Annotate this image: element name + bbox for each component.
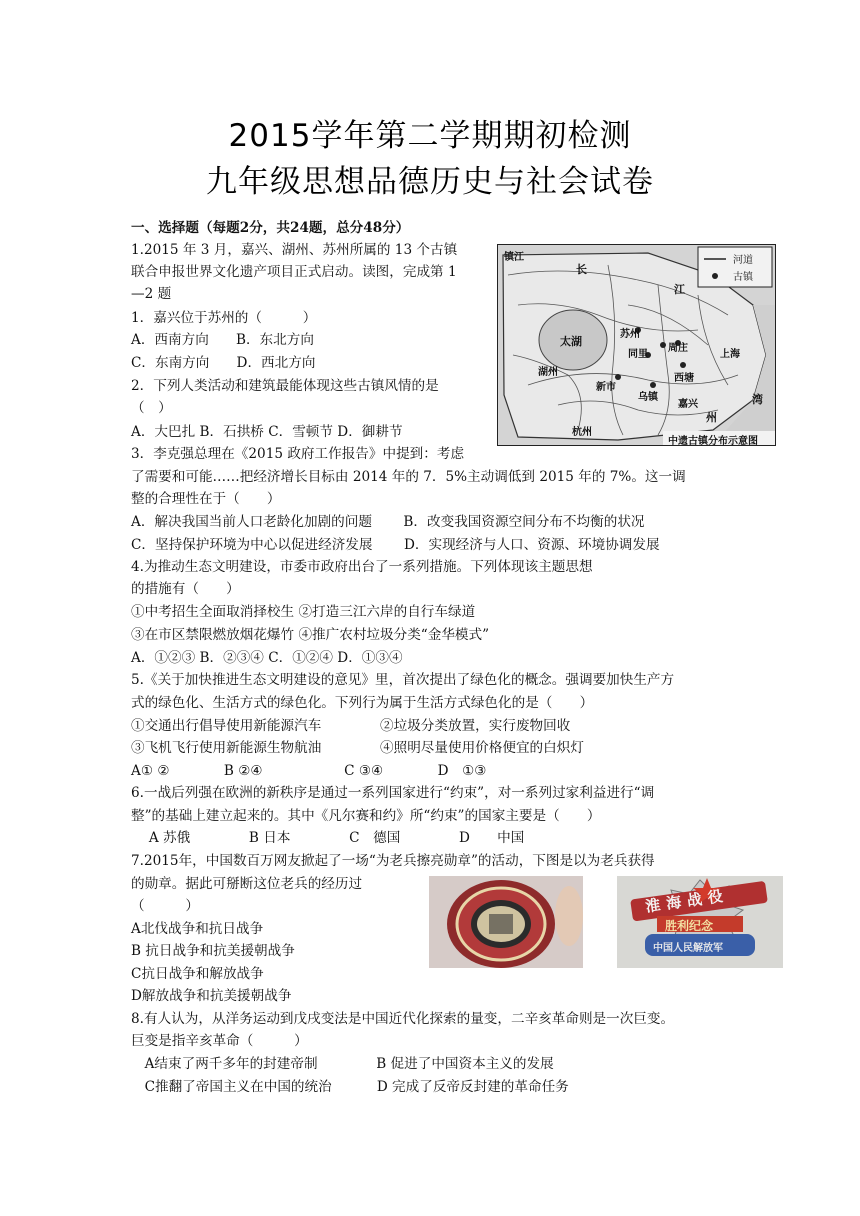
text-line: 2．下列人类活动和建筑最能体现这些古镇风情的是: [131, 378, 439, 394]
text-line: —2 题: [131, 286, 172, 302]
text-line: 的措施有（ ）: [131, 581, 240, 597]
map-label: 西塘: [674, 373, 694, 384]
exam-title: 2015学年第二学期期初检测: [228, 118, 632, 154]
map-label: 周庄: [668, 343, 688, 354]
map-label: 州: [706, 411, 717, 424]
medal-photo-1: [429, 876, 583, 968]
text-line: 1.2015 年 3 月，嘉兴、湖州、苏州所属的 13 个古镇: [131, 242, 458, 258]
town-legend-icon: [712, 273, 718, 279]
map-label: 上海: [720, 349, 740, 360]
map-label: 镇江: [504, 252, 524, 263]
ancient-towns-map: [497, 244, 776, 446]
text-line: A北伐战争和抗日战争: [131, 921, 264, 937]
text-line: 8.有人认为，从洋务运动到戊戌变法是中国近代化探索的量变，二辛亥革命则是一次巨变。: [131, 1011, 675, 1027]
medal-bottom-text: 中国人民解放军: [653, 943, 723, 954]
exam-subtitle: 九年级思想品德历史与社会试卷: [206, 164, 654, 200]
text-line: A．大巴扎 B．石拱桥 C．雪顿节 D．御耕节: [131, 424, 403, 440]
text-line: D解放战争和抗美援朝战争: [131, 988, 292, 1004]
medal-banner-text: 淮海战役: [644, 886, 730, 916]
map-label: 太湖: [560, 335, 582, 348]
text-line: 6.一战后列强在欧洲的新秩序是通过一系列国家进行“约束”，对一系列过家利益进行“调: [131, 785, 655, 801]
map-label: 长: [576, 263, 587, 276]
text-line: C．东南方向 D．西北方向: [131, 355, 316, 371]
text-line: A 苏俄 B 日本 C 德国 D 中国: [131, 830, 525, 846]
legend-river-label: 河道: [733, 255, 753, 266]
text-line: 1．嘉兴位于苏州的（ ）: [131, 310, 317, 326]
map-label: 苏州: [620, 329, 640, 340]
text-line: A① ② B ②④ C ③④ D ①③: [131, 763, 487, 779]
text-line: 4.为推动生态文明建设，市委市政府出台了一系列措施。下列体现该主题思想: [131, 559, 593, 575]
medal-photo-2: [617, 876, 783, 968]
text-line: ①交通出行倡导使用新能源汽车 ②垃圾分类放置，实行废物回收: [131, 718, 571, 734]
text-line: C．坚持保护环境为中心以促进经济发展 D．实现经济与人口、资源、环境协调发展: [131, 537, 660, 553]
text-line: 3．李克强总理在《2015 政府工作报告》中提到：考虑: [131, 446, 465, 462]
map-caption: 中遗古镇分布示意图: [668, 436, 758, 446]
map-label: 新市: [596, 382, 616, 393]
text-line: B 抗日战争和抗美援朝战争: [131, 943, 295, 959]
text-line: 了需要和可能……把经济增长目标由 2014 年的 7．5%主动调低到 2015 年的 7%。这一调: [131, 469, 686, 485]
text-line: （ ）: [131, 898, 199, 914]
medal-1-drawing: [429, 876, 583, 968]
text-line: 5.《关于加快推进生态文明建设的意见》里，首次提出了绿色化的概念。强调要加快生产方: [131, 672, 675, 688]
text-line: A．解决我国当前人口老龄化加剧的问题 B．改变我国资源空间分布不均衡的状况: [131, 514, 645, 530]
text-line: ①中考招生全面取消择校生 ②打造三江六岸的自行车绿道: [131, 604, 476, 620]
text-line: C推翻了帝国主义在中国的统治 D 完成了反帝反封建的革命任务: [131, 1079, 569, 1095]
text-line: C抗日战争和解放战争: [131, 966, 264, 982]
map-label: 乌镇: [638, 392, 658, 403]
text-line: 7.2015年，中国数百万网友掀起了一场“为老兵擦亮勋章”的活动，下图是以为老兵获得: [131, 853, 655, 869]
text-line: 的勋章。据此可掰断这位老兵的经历过: [131, 876, 363, 892]
text-line: 整的合理性在于（ ）: [131, 491, 281, 507]
text-line: 联合申报世界文化遗产项目正式启动。读图，完成第 1: [131, 264, 457, 280]
map-label: 湖州: [538, 367, 558, 378]
text-line: A．①②③ B．②③④ C．①②④ D．①③④: [131, 650, 403, 666]
map-label: 同里: [628, 349, 648, 360]
map-label: 杭州: [572, 427, 592, 438]
text-line: ③在市区禁限燃放烟花爆竹 ④推广农村垃圾分类“金华模式”: [131, 627, 490, 643]
text-line: 整”的基础上建立起来的。其中《凡尔赛和约》所“约束”的国家主要是（ ）: [131, 808, 601, 824]
text-line: ③飞机飞行使用新能源生物航油 ④照明尽量使用价格便宜的白炽灯: [131, 740, 584, 756]
section-heading: 一、选择题（每题2分，共24题，总分48分）: [131, 220, 410, 236]
map-label: 湾: [752, 393, 763, 406]
text-line: 式的绿色化、生活方式的绿色化。下列行为属于生活方式绿色化的是（ ）: [131, 695, 594, 711]
map-label: 嘉兴: [678, 399, 698, 410]
map-label: 江: [674, 283, 685, 296]
medal-center-text: 胜利纪念: [665, 919, 714, 933]
legend-town-label: 古镇: [733, 272, 753, 283]
text-line: A结束了两千多年的封建帝制 B 促进了中国资本主义的发展: [131, 1056, 554, 1072]
text-line: 巨变是指辛亥革命（ ）: [131, 1033, 308, 1049]
text-line: （ ）: [131, 400, 172, 416]
text-line: A．西南方向 B．东北方向: [131, 332, 314, 348]
